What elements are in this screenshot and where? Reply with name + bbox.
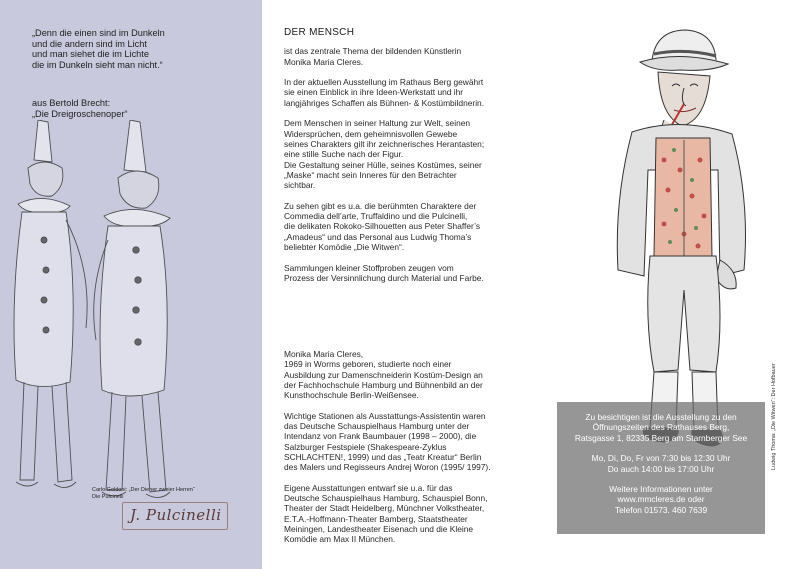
text-line: Eigene Ausstattungen entwarf sie u.a. für das <box>284 482 453 493</box>
text-line: SCHLACHTEN!, 1999) und das „Teatr Kreatur“ Berlin <box>284 451 482 462</box>
text-line: Theater der Stadt Heidelberg, Münchner Volkstheater, <box>284 503 485 514</box>
drawing-caption <box>92 487 195 501</box>
website-link[interactable]: www.mmcleres.de oder <box>617 494 705 505</box>
hours-block <box>557 453 765 474</box>
quote-line: und die andern sind im Licht <box>32 38 147 49</box>
text-line: sie einen Einblick in ihre Ideen-Werkstatt und ihr <box>284 87 464 98</box>
contact-block <box>557 484 765 515</box>
source-line: „Die Dreigroschenoper“ <box>32 108 128 119</box>
brecht-quote <box>32 28 242 70</box>
paragraph <box>284 263 536 284</box>
text-line: ist das zentrale Thema der bildenden Künstlerin <box>284 46 462 57</box>
text-line: Wichtige Stationen als Ausstattungs-Assistentin waren <box>284 410 486 421</box>
text-line: „Amadeus“ und das Personal aus Ludwig Thoma’s <box>284 231 472 242</box>
drawing-caption-vertical: Ludwig Thoma: „Die Witwen“: Der Hofbauer <box>771 363 777 470</box>
source-line: aus Bertold Brecht: <box>32 98 111 108</box>
paragraph <box>284 77 536 108</box>
text-line: Komödie am Max II München. <box>284 534 396 545</box>
text-line: Dem Menschen in seiner Haltung zur Welt, seinen <box>284 118 471 129</box>
quote-line: die im Dunkeln sieht man nicht.“ <box>32 59 163 70</box>
text-line: beliebter Komödie „Die Witwen“. <box>284 241 405 252</box>
text-line: Salzburger Festspiele (Shakespeare-Zyklus <box>284 441 447 452</box>
location-block <box>557 412 765 443</box>
text-line: des Malers und Regisseurs Andrej Woron (1995/ 1997). <box>284 462 491 473</box>
text-line: Monika Maria Cleres. <box>284 56 364 67</box>
text-line: sichtbar. <box>284 180 316 191</box>
text-line: Intendanz von Frank Baumbauer (1998 – 2000), die <box>284 431 477 442</box>
info-line: Weitere Informationen unter <box>609 484 713 495</box>
text-line: Kunsthochschule Berlin-Weißensee. <box>284 390 419 401</box>
info-line: Zu besichtigen ist die Ausstellung zu den <box>585 412 737 422</box>
text-line: das Deutsche Schauspielhaus Hamburg unter der <box>284 421 470 432</box>
text-line: die delikaten Rokoko-Silhouetten aus Peter Shaffer’s <box>284 221 481 232</box>
quote-source <box>32 98 128 119</box>
paragraph <box>284 411 536 473</box>
paragraph <box>284 118 536 190</box>
info-line: Ratsgasse 1, 82335 Berg am Starnberger See <box>574 432 748 443</box>
caption-line: Die Pulcinelli <box>92 494 124 500</box>
paragraph <box>284 349 536 400</box>
text-line: Ausbildung zur Damenschneiderin Kostüm-Design an <box>284 369 483 380</box>
text-line: langjähriges Schaffen als Bühnen- & Kostümbildnerin. <box>284 97 485 108</box>
text-line: 1969 in Worms geboren, studierte noch einer <box>284 359 452 370</box>
text-line: Meiningen, Landestheater Eisenach und die Kleine <box>284 524 474 535</box>
opening-hours-box <box>557 402 765 534</box>
text-line: Sammlungen kleiner Stoffproben zeugen vom <box>284 262 454 273</box>
text-line: Widersprüchen, dem geheimnisvollen Gewebe <box>284 128 458 139</box>
signature: J. Pulcinelli <box>130 506 222 524</box>
text-line: Zu sehen gibt es u.a. die berühmten Charaktere der <box>284 200 477 211</box>
phone-number[interactable]: Telefon 01573. 460 7639 <box>614 504 708 515</box>
info-line: Mo, Di, Do, Fr von 7:30 bis 12:30 Uhr <box>591 453 731 464</box>
page-title: DER MENSCH <box>284 27 355 38</box>
text-line: Deutsche Schauspielhaus Hamburg, Schauspiel Bonn, <box>284 493 488 504</box>
quote-line: und man siehet die im Lichte <box>32 49 149 60</box>
pulcinelli-drawing <box>0 120 262 540</box>
text-line: Prozess der Versinnlichung durch Material und Farbe. <box>284 272 484 283</box>
text-line: Monika Maria Cleres, <box>284 349 364 359</box>
text-line: E.T.A.-Hoffmann-Theater Bamberg, Staatstheater <box>284 513 468 524</box>
text-line: der Fachhochschule Hamburg und Bühnenbild an der <box>284 379 483 390</box>
text-line: „Maske“ macht sein Inneres für den Betrachter <box>284 169 457 180</box>
biography-text <box>284 349 536 555</box>
caption-line: Carlo Goldoni: „Der Diener zweier Herren“ <box>92 487 195 493</box>
info-line: Öffnungszeiten des Rathauses Berg, <box>592 422 730 433</box>
main-text <box>284 28 536 293</box>
info-line: Do auch 14:00 bis 17:00 Uhr <box>607 463 715 474</box>
text-line: In der aktuellen Ausstellung im Rathaus Berg gewährt <box>284 77 484 88</box>
paragraph <box>284 483 536 545</box>
paragraph <box>284 201 536 252</box>
text-line: Die Gestaltung seiner Hülle, seines Kostümes, seiner <box>284 159 482 170</box>
text-line: Commedia dell’arte, Truffaldino und die Pulcinelli, <box>284 211 468 222</box>
text-line: eine stille Suche nach der Figur. <box>284 149 404 160</box>
left-panel <box>0 0 262 569</box>
paragraph <box>284 46 536 67</box>
quote-line: „Denn die einen sind im Dunkeln <box>32 28 165 38</box>
text-line: seines Charakters gilt ihr zeichnerisches Herantasten; <box>284 138 485 149</box>
